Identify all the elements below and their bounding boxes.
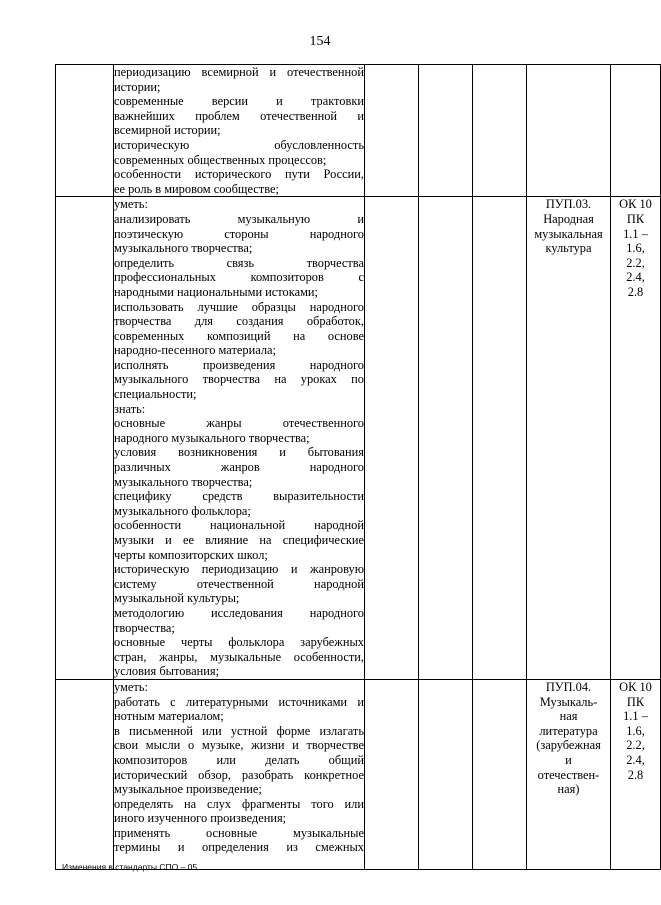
discipline-line: Музыкаль-	[539, 694, 598, 709]
discipline-line: (зарубежная	[536, 738, 601, 753]
content-line: черты композиторских школ;	[114, 547, 268, 562]
discipline-line: и	[565, 752, 572, 767]
hours-cell-3	[473, 679, 527, 869]
content-line: нотным материалом;	[114, 709, 224, 724]
discipline-line: культура	[545, 241, 592, 256]
content-line: музыкального творчества;	[114, 241, 253, 256]
footer-note: Изменения в стандарты СПО – 05	[62, 862, 198, 872]
content-line: композиторов или делать общий	[114, 752, 364, 767]
content-line: историческую обусловленность	[114, 137, 364, 152]
hours-cell-1	[365, 679, 419, 869]
table-row	[56, 65, 661, 197]
competency-line: 2.2,	[626, 255, 645, 270]
competency-line: 1.1 –	[623, 226, 648, 241]
content-line: музыкальной культуры;	[114, 591, 240, 606]
discipline-line: литература	[539, 723, 598, 738]
content-line: музыкального творчества на уроках по	[114, 372, 364, 387]
content-cell	[114, 679, 365, 869]
content-line: свои мысли о музыке, жизни и творчестве	[114, 738, 364, 753]
competency-line: 1.6,	[626, 241, 645, 256]
content-line: особенности национальной народной	[114, 518, 364, 533]
competency-line: 1.1 –	[623, 709, 648, 724]
content-line: важнейших проблем отечественной и	[114, 108, 364, 123]
content-line: современные версии и трактовки	[114, 94, 364, 109]
content-line: музыкального творчества;	[114, 474, 253, 489]
content-line: различных жанров народного	[114, 460, 364, 475]
content-line: профессиональных композиторов с	[114, 270, 364, 285]
competency-line: ПК	[626, 694, 645, 709]
content-line: современных композиций на основе	[114, 328, 364, 343]
discipline-code-cell	[527, 197, 611, 680]
content-line: основные черты фольклора зарубежных	[114, 635, 364, 650]
content-line: народно-песенного материала;	[114, 343, 276, 358]
content-line: определить связь творчества	[114, 255, 364, 270]
content-line: современных общественных процессов;	[114, 152, 327, 167]
content-line: музыки и ее влияние на специфические	[114, 533, 364, 547]
content-line: ее роль в мировом сообществе;	[114, 181, 279, 196]
content-line: исторический обзор, разобрать конкретное	[114, 767, 364, 782]
content-line: термины и определения из смежных	[114, 840, 364, 855]
content-line: использовать лучшие образцы народного	[114, 299, 364, 314]
content-line: основные жанры отечественного	[114, 416, 364, 431]
hours-cell-1	[365, 65, 419, 197]
content-line: стран, жанры, музыкальные особенности,	[114, 649, 364, 664]
discipline-code-cell	[527, 679, 611, 869]
discipline-code-cell	[527, 65, 611, 197]
index-cell	[56, 197, 114, 680]
content-line: условия возникновения и бытования	[114, 445, 364, 460]
competencies-cell	[611, 679, 661, 869]
content-line: историческую периодизацию и жанровую	[114, 562, 364, 577]
discipline-line: ПУП.03.	[545, 197, 592, 212]
content-line: условия бытования;	[114, 664, 220, 679]
content-line: истории;	[114, 79, 161, 94]
content-cell	[114, 197, 365, 680]
page-number: 154	[309, 34, 331, 49]
content-line: народного музыкального творчества;	[114, 430, 310, 445]
competency-line: 2.8	[627, 767, 644, 782]
content-line: особенности исторического пути России,	[114, 167, 364, 182]
competency-line: 2.4,	[626, 752, 645, 767]
content-line: творчества для создания обработок,	[114, 314, 364, 329]
discipline-line: ная)	[557, 782, 580, 797]
content-line: методологию исследования народного	[114, 605, 364, 620]
content-line: народными национальными истоками;	[114, 284, 319, 299]
content-line: исполнять произведения народного	[114, 357, 364, 372]
curriculum-table	[55, 64, 661, 870]
hours-cell-2	[419, 679, 473, 869]
competency-line: ОК 10	[619, 197, 652, 212]
index-cell	[56, 679, 114, 869]
competency-line: ПК	[626, 211, 645, 226]
content-line: специальности;	[114, 387, 197, 402]
content-line: работать с литературными источниками и	[114, 694, 364, 709]
hours-cell-2	[419, 65, 473, 197]
competency-line: 2.8	[627, 284, 644, 299]
content-line: всемирной истории;	[114, 123, 221, 138]
content-line: творчества;	[114, 620, 175, 635]
hours-cell-1	[365, 197, 419, 680]
content-line: в письменной или устной форме излагать	[114, 723, 364, 738]
content-line: анализировать музыкальную и	[114, 211, 364, 226]
content-line: определять на слух фрагменты того или	[114, 796, 364, 811]
index-cell	[56, 65, 114, 197]
competency-line: ОК 10	[619, 679, 652, 694]
competency-line: 2.4,	[626, 270, 645, 285]
competency-line: 1.6,	[626, 723, 645, 738]
hours-cell-3	[473, 197, 527, 680]
content-line: периодизацию всемирной и отечественной	[114, 65, 364, 79]
content-line: знать:	[114, 401, 146, 416]
discipline-line: музыкальная	[534, 226, 603, 241]
content-line: специфику средств выразительности	[114, 489, 364, 504]
discipline-line: отечествен-	[537, 767, 600, 782]
content-line: поэтическую стороны народного	[114, 226, 364, 241]
content-line: систему отечественной народной	[114, 576, 364, 591]
content-line: музыкальное произведение;	[114, 782, 262, 797]
discipline-line: ная	[559, 709, 578, 724]
content-cell	[114, 65, 365, 197]
hours-cell-2	[419, 197, 473, 680]
content-line: музыкального фольклора;	[114, 503, 251, 518]
table-row	[56, 679, 661, 869]
competency-line: 2.2,	[626, 738, 645, 753]
content-line: иного изученного произведения;	[114, 811, 287, 826]
discipline-line: ПУП.04.	[545, 679, 592, 694]
competencies-cell	[611, 65, 661, 197]
table-row	[56, 197, 661, 680]
content-line: уметь:	[114, 679, 148, 694]
competencies-cell	[611, 197, 661, 680]
content-line: уметь:	[114, 197, 148, 212]
content-line: применять основные музыкальные	[114, 825, 364, 840]
discipline-line: Народная	[543, 211, 594, 226]
hours-cell-3	[473, 65, 527, 197]
